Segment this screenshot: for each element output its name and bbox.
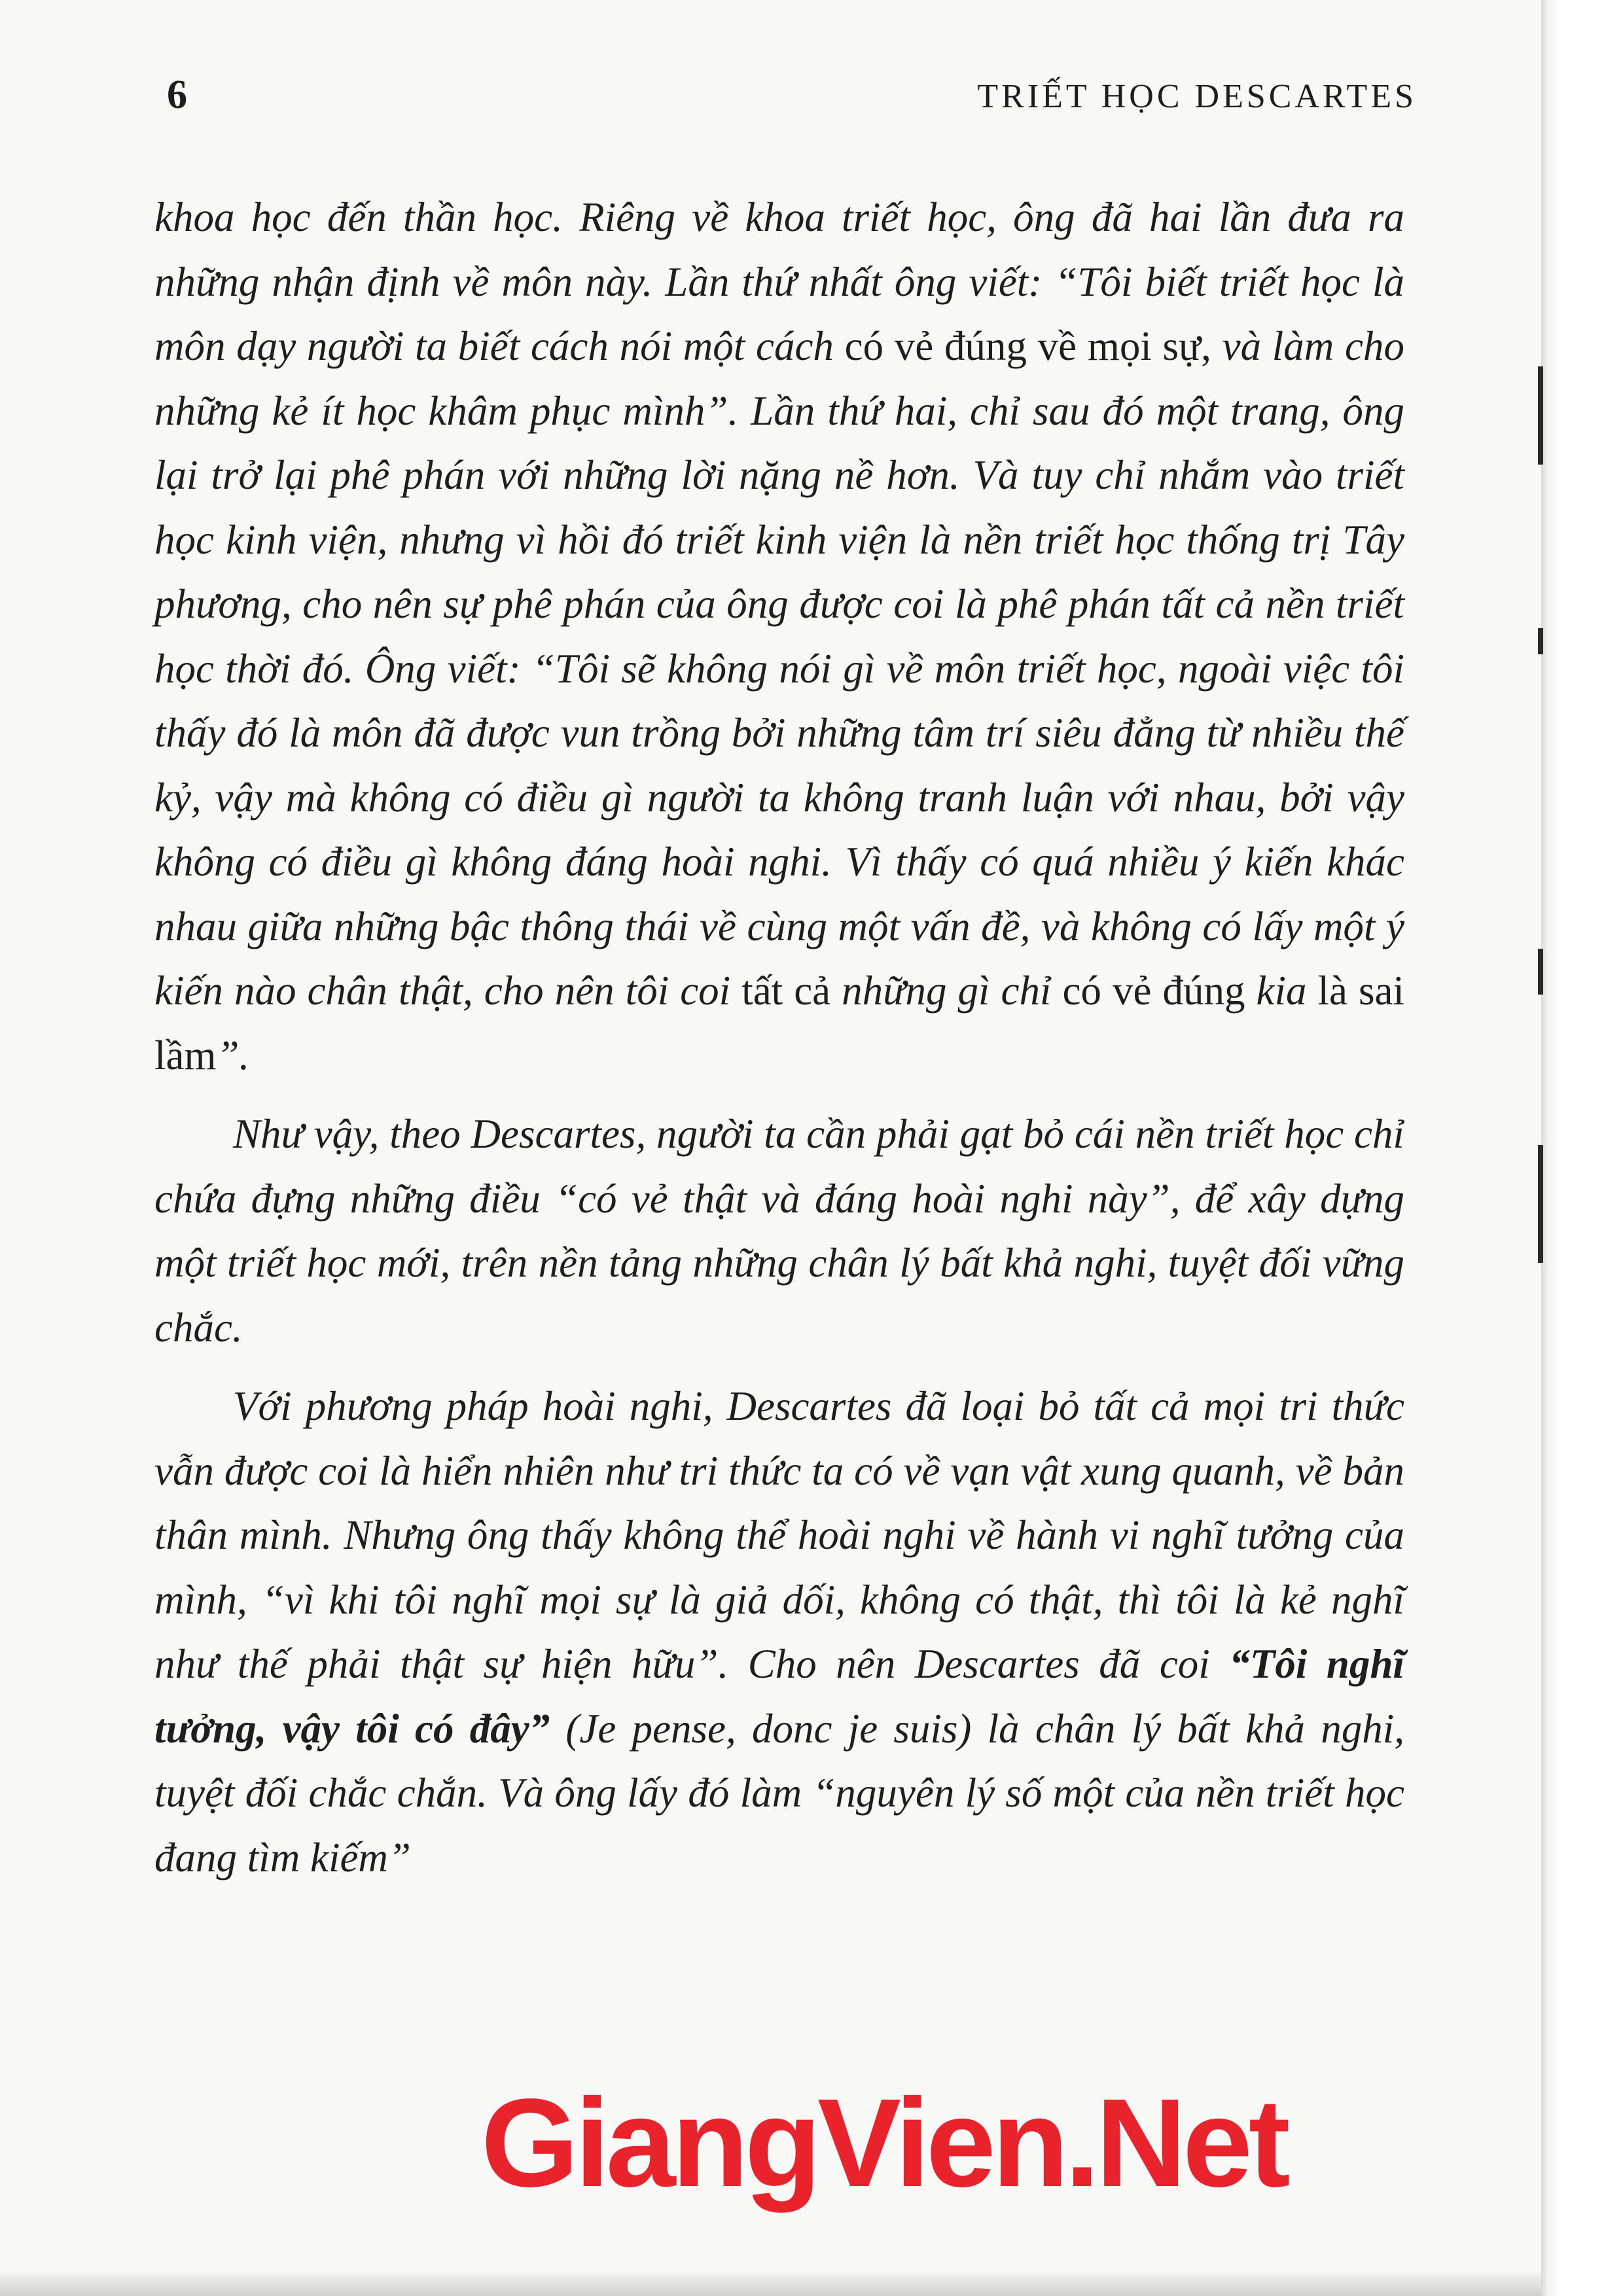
text-run: có vẻ đúng	[1062, 968, 1245, 1014]
page-edge-mark	[1538, 949, 1543, 995]
body-text	[154, 185, 1404, 1890]
text-run: sai lầm	[154, 968, 1405, 1078]
paragraph-2: Như vậy, theo Descartes, người ta cần phải gạt bỏ cái nền triết học chỉ chứa đựng những điều “có vẻ thật và đáng hoài nghi này”, để xây dựng một triết học mới, trên nền tảng những chân lý bất khả nghi, tuyệt đối vững chắc.	[154, 1111, 1404, 1351]
text-run: (Je pense, donc je suis) là chân lý bất khả nghi, tuyệt đối chắc chắn. Và ông lấy đó làm “nguyên lý số một của nền triết học đang tìm kiếm”	[154, 1705, 1404, 1881]
paragraph-3	[154, 1374, 1404, 1890]
page-edge-mark	[1538, 1145, 1543, 1263]
scan-bottom-shadow	[0, 2270, 1541, 2296]
text-run: tất cả	[741, 968, 831, 1014]
text-run: có vẻ đúng về mọi sự,	[844, 323, 1211, 369]
paragraph-1	[154, 185, 1404, 1087]
text-run: kia	[1245, 968, 1318, 1014]
text-run	[1347, 968, 1359, 1014]
page-edge-mark	[1538, 366, 1543, 465]
text-run: và làm cho những kẻ ít học khâm phục mình”. Lần thứ hai, chỉ sau đó một trang, ông lại trở lại phê phán với những lời nặng nề hơn. Và tuy chỉ nhắm vào triết học kinh viện, nhưng vì hồi đó triết kinh viện là nền triết học thống trị Tây phương, cho nên sự phê phán của ông được coi là phê phán tất cả nền triết học thời đó. Ông viết: “Tôi sẽ không nói gì về môn triết học, ngoài việc tôi thấy đó là môn đã được vun trồng bởi những tâm trí siêu đẳng từ nhiều thế kỷ, vậy mà không có điều gì người ta không tranh luận với nhau, bởi vậy không có điều gì không đáng hoài nghi. Vì thấy có quá nhiều ý kiến khác nhau giữa những bậc thông thái về cùng một vấn đề, và không có lấy một ý kiến nào chân thật, cho nên tôi coi	[154, 323, 1404, 1014]
text-run: là	[1317, 968, 1347, 1014]
running-title: TRIẾT HỌC DESCARTES	[977, 78, 1417, 115]
text-run: ”.	[216, 1032, 250, 1078]
page-edge-mark	[1538, 628, 1543, 654]
text-run: Với phương pháp hoài nghi, Descartes đã loại bỏ tất cả mọi tri thức vẫn được coi là hiển nhiên như tri thức ta có về vạn vật xung quanh, về bản thân mình. Nhưng ông thấy không thể hoài nghi về hành vi nghĩ tưởng của mình, “vì khi tôi nghĩ mọi sự là giả dối, không có thật, thì tôi là kẻ nghĩ như thế phải thật sự hiện hữu”. Cho nên Descartes đã coi	[154, 1383, 1404, 1687]
scan-right-margin	[1541, 0, 1623, 2296]
running-head	[167, 65, 1417, 124]
bold-quote: “Tôi nghĩ tưởng, vậy tôi có đây”	[154, 1641, 1404, 1752]
text-run: những gì chỉ	[830, 968, 1063, 1014]
text-run: khoa học đến thần học. Riêng về khoa triết học, ông đã hai lần đưa ra những nhận định về môn này. Lần thứ nhất ông viết: “Tôi biết triết học là môn dạy người ta biết cách nói một cách	[154, 194, 1404, 369]
page-number: 6	[167, 73, 187, 117]
watermark: GiangVien.Net	[481, 2072, 1287, 2213]
